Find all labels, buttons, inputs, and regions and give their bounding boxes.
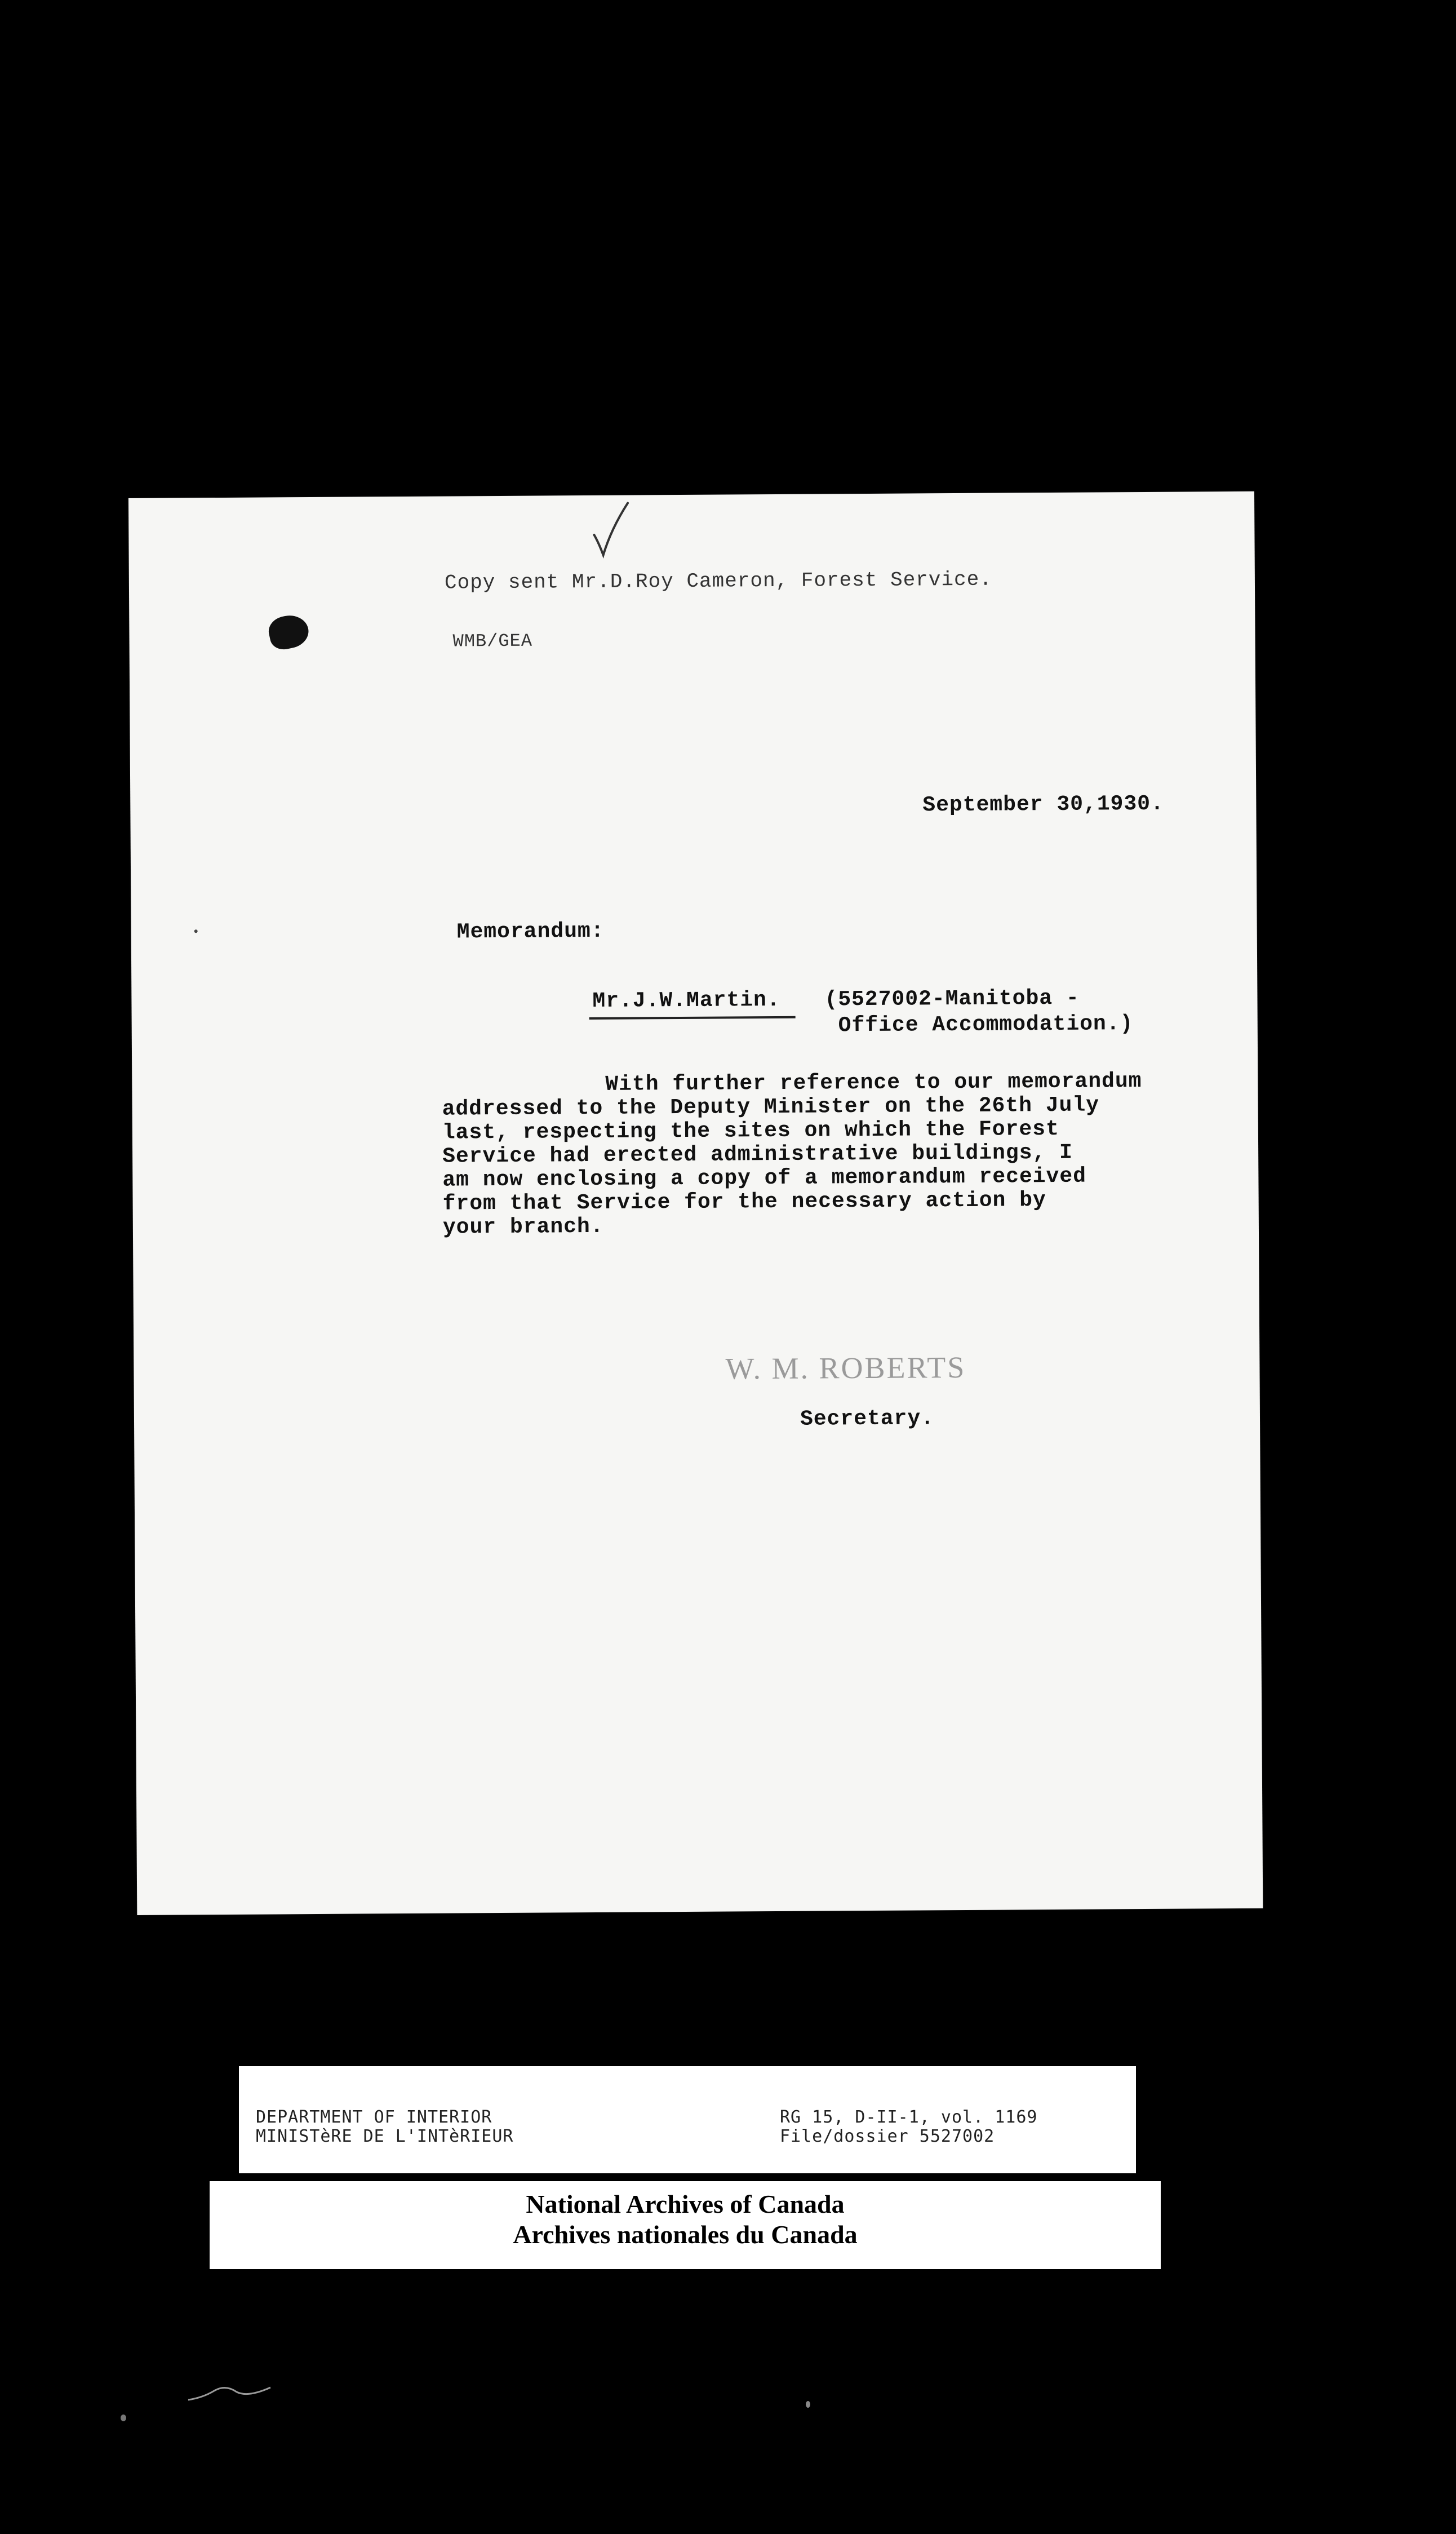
file-reference-line-1: (5527002-Manitoba -: [824, 986, 1080, 1012]
file-number: File/dossier 5527002: [780, 2127, 995, 2146]
record-group: RG 15, D-II-1, vol. 1169: [780, 2107, 1038, 2127]
archives-name-label: [210, 2181, 1161, 2269]
copy-note: Copy sent Mr.D.Roy Cameron, Forest Service.: [444, 568, 992, 595]
film-scratch: [186, 2381, 276, 2403]
signatory-title: Secretary.: [800, 1406, 935, 1432]
archive-reference-label: [239, 2066, 1136, 2173]
body-line-3: last, respecting the sites on which the Forest: [442, 1117, 1059, 1145]
typist-initials: WMB/GEA: [452, 630, 533, 652]
film-speck: [806, 2401, 810, 2408]
addressee: Mr.J.W.Martin.: [592, 987, 780, 1013]
body-line-6: from that Service for the necessary action by: [442, 1188, 1046, 1216]
body-line-2: addressed to the Deputy Minister on the 26th July: [442, 1093, 1100, 1122]
document-page: [128, 491, 1263, 1915]
body-line-1: With further reference to our memorandum: [605, 1069, 1142, 1097]
body-line-5: am now enclosing a copy of a memorandum received: [442, 1164, 1087, 1193]
memo-heading: Memorandum:: [456, 919, 605, 945]
addressee-underline: [589, 1016, 796, 1020]
archives-name-fr: Archives nationales du Canada: [513, 2220, 858, 2249]
department-fr: MINISTèRE DE L'INTèRIEUR: [256, 2127, 514, 2146]
department-names: [256, 2108, 513, 2146]
body-line-4: Service had erected administrative buildings, I: [442, 1140, 1073, 1169]
record-reference: [780, 2108, 1037, 2146]
body-line-7: your branch.: [442, 1214, 604, 1240]
letter-date: September 30,1930.: [922, 791, 1164, 818]
ink-blot: [266, 612, 312, 652]
file-reference-line-2: Office Accommodation.): [838, 1012, 1134, 1038]
ink-speck: [194, 929, 198, 933]
department-en: DEPARTMENT OF INTERIOR: [256, 2107, 492, 2127]
archives-name-en: National Archives of Canada: [526, 2190, 845, 2218]
film-speck: [121, 2415, 126, 2421]
signature-stamp: W. M. ROBERTS: [725, 1350, 966, 1386]
checkmark-icon: [591, 501, 631, 563]
